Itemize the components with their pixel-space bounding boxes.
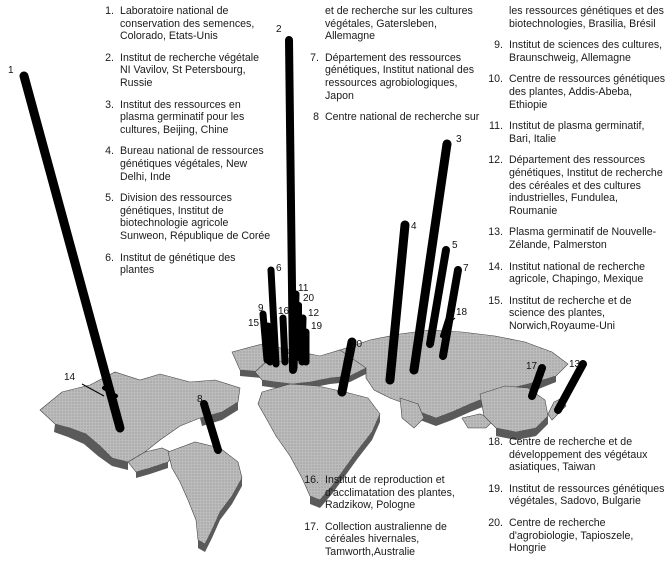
legend-entry xyxy=(92,192,272,242)
legend-entry xyxy=(481,5,667,30)
legend-entry xyxy=(481,73,667,111)
bar-label-19: 19 xyxy=(311,321,323,332)
bar-label-20: 20 xyxy=(303,293,315,304)
bar-label-17: 17 xyxy=(526,361,538,372)
legend-entry-text: Division des ressources génétiques, Institut de biotechnologie agricole Sunweon, République de Corée xyxy=(120,192,271,242)
legend-entry-text: Institut de recherche végétale NI Vavilov, St Petersbourg, Russie xyxy=(120,51,259,89)
bar-label-5: 5 xyxy=(452,240,458,251)
legend-entry xyxy=(297,474,477,512)
legend-entry xyxy=(92,99,272,137)
legend-column-3-bottom xyxy=(481,436,667,564)
legend-entry-number: 10. xyxy=(488,73,503,86)
legend-entry-number: 18. xyxy=(488,436,503,448)
genebank-bar-11 xyxy=(294,294,296,368)
legend-entry xyxy=(481,39,667,64)
legend-entry-text: Centre de recherche d'agrobiologie, Tapioszele, Hongrie xyxy=(509,516,634,555)
legend-entry-number: 12. xyxy=(488,154,503,167)
continent-australia xyxy=(480,386,548,440)
legend-entry xyxy=(481,517,667,555)
legend-column-2-bottom xyxy=(297,474,477,568)
legend-entry-text: Institut de génétique des plantes xyxy=(120,251,236,277)
legend-entry-text: Département des ressources génétiques, Institut national des ressources agrobiologiques, Japon xyxy=(325,51,475,102)
bar-label-16: 16 xyxy=(278,306,290,317)
legend-entry xyxy=(481,483,667,508)
bar-label-3: 3 xyxy=(456,134,462,145)
legend-entry-number: 16. xyxy=(304,474,319,486)
bar-label-9: 9 xyxy=(258,303,264,314)
legend-entry xyxy=(481,226,667,251)
legend-entry xyxy=(92,145,272,183)
legend-entry-text: Plasma germinatif de Nouvelle-Zélande, Palmerston xyxy=(509,226,657,251)
legend-entry xyxy=(481,436,667,474)
legend-entry-text: Institut de recherche et de science des plantes, Norwich,Royaume-Uni xyxy=(509,294,632,332)
legend-entry-number: 17. xyxy=(304,520,319,533)
legend-entry-text: Institut national de recherche agricole, Chapingo, Mexique xyxy=(509,260,646,286)
legend-entry-text: Centre de recherche et de développement des végétaux asiatiques, Taiwan xyxy=(509,436,648,474)
bar-label-10: 10 xyxy=(351,339,363,350)
legend-entry xyxy=(481,261,667,286)
legend-column-3 xyxy=(481,5,667,341)
bar-label-7: 7 xyxy=(463,263,469,274)
legend-entry-number: 5. xyxy=(105,192,114,205)
legend-entry-number: 15. xyxy=(488,294,503,307)
legend-entry-text: Institut de ressources génétiques végétales, Sadovo, Bulgarie xyxy=(509,482,665,508)
legend-entry-number: 19. xyxy=(488,482,503,495)
legend-entry-text: et de recherche sur les cultures végétales, Gatersleben, Allemagne xyxy=(325,5,473,43)
legend-entry-text: Institut des ressources en plasma germinatif pour les cultures, Beijing, Chine xyxy=(120,98,245,136)
bar-label-13: 13 xyxy=(569,359,581,370)
legend-entry xyxy=(92,52,272,90)
legend-entry-number: 20. xyxy=(488,516,503,529)
genebank-bar-16 xyxy=(283,318,285,362)
bar-label-18: 18 xyxy=(456,307,468,318)
bar-label-15: 15 xyxy=(248,318,260,329)
legend-entry-number: 14. xyxy=(488,260,503,273)
legend-entry-text: Centre de ressources génétiques des plantes, Addis-Abeba, Ethiopie xyxy=(509,73,666,111)
legend-entry xyxy=(481,120,667,145)
bar-label-14: 14 xyxy=(64,372,76,383)
legend-entry-number: 7. xyxy=(310,51,319,64)
legend-entry-text: les ressources génétiques et des biotechnologies, Brasilia, Brésil xyxy=(509,5,664,30)
bar-label-8: 8 xyxy=(197,394,203,405)
legend-entry xyxy=(481,154,667,217)
legend-entry-text: Collection australienne de céréales hivernales, Tamworth,Australie xyxy=(325,520,447,558)
legend-entry-text: Département des ressources génétiques, Institut de recherche des céréales et des cultures industrielles, Fundulea, Roumanie xyxy=(509,154,663,217)
legend-entry-text: Institut de reproduction et d'acclimatation des plantes, Radzikow, Pologne xyxy=(325,474,455,512)
legend-entry xyxy=(297,5,485,43)
legend-entry-number: 4. xyxy=(105,145,114,158)
legend-entry-text: Institut de sciences des cultures, Braunschweig, Allemagne xyxy=(509,39,663,64)
bar-label-2: 2 xyxy=(276,24,282,35)
legend-entry-number: 1. xyxy=(105,5,114,17)
legend-entry-number: 9. xyxy=(494,39,503,52)
legend-entry xyxy=(297,521,477,559)
legend-column-2-top xyxy=(297,5,485,133)
legend-entry xyxy=(297,52,485,102)
legend-entry-number: 6. xyxy=(105,251,114,264)
legend-entry-text: Institut de plasma germinatif, Bari, Italie xyxy=(509,120,645,145)
bar-label-6: 6 xyxy=(276,263,282,274)
legend-entry-number xyxy=(481,5,509,30)
legend-entry-text: Bureau national de ressources génétiques végétales, New Delhi, Inde xyxy=(120,145,264,183)
continent-south-america xyxy=(168,442,242,552)
bar-label-1: 1 xyxy=(8,65,14,76)
legend-entry-number xyxy=(297,5,325,43)
legend-entry-number: 8 xyxy=(313,111,319,124)
bar-label-12: 12 xyxy=(308,308,320,319)
legend-entry-text: Centre national de recherche sur xyxy=(325,111,480,124)
legend-entry xyxy=(92,5,272,43)
legend-entry-number: 3. xyxy=(105,98,114,111)
legend-entry-number: 13. xyxy=(488,226,503,239)
legend-column-1 xyxy=(92,5,272,286)
bar-label-4: 4 xyxy=(411,221,417,232)
legend-entry-number: 2. xyxy=(105,51,114,64)
legend-entry xyxy=(481,295,667,333)
bar-label-11: 11 xyxy=(298,283,309,294)
genebank-bar-13 xyxy=(558,364,583,410)
legend-entry-text: Laboratoire national de conservation des semences, Colorado, Etats-Unis xyxy=(120,5,255,43)
legend-entry-number: 11. xyxy=(489,120,503,133)
legend-entry xyxy=(297,111,485,124)
legend-entry xyxy=(92,252,272,277)
genebank-bar-15 xyxy=(268,326,270,362)
